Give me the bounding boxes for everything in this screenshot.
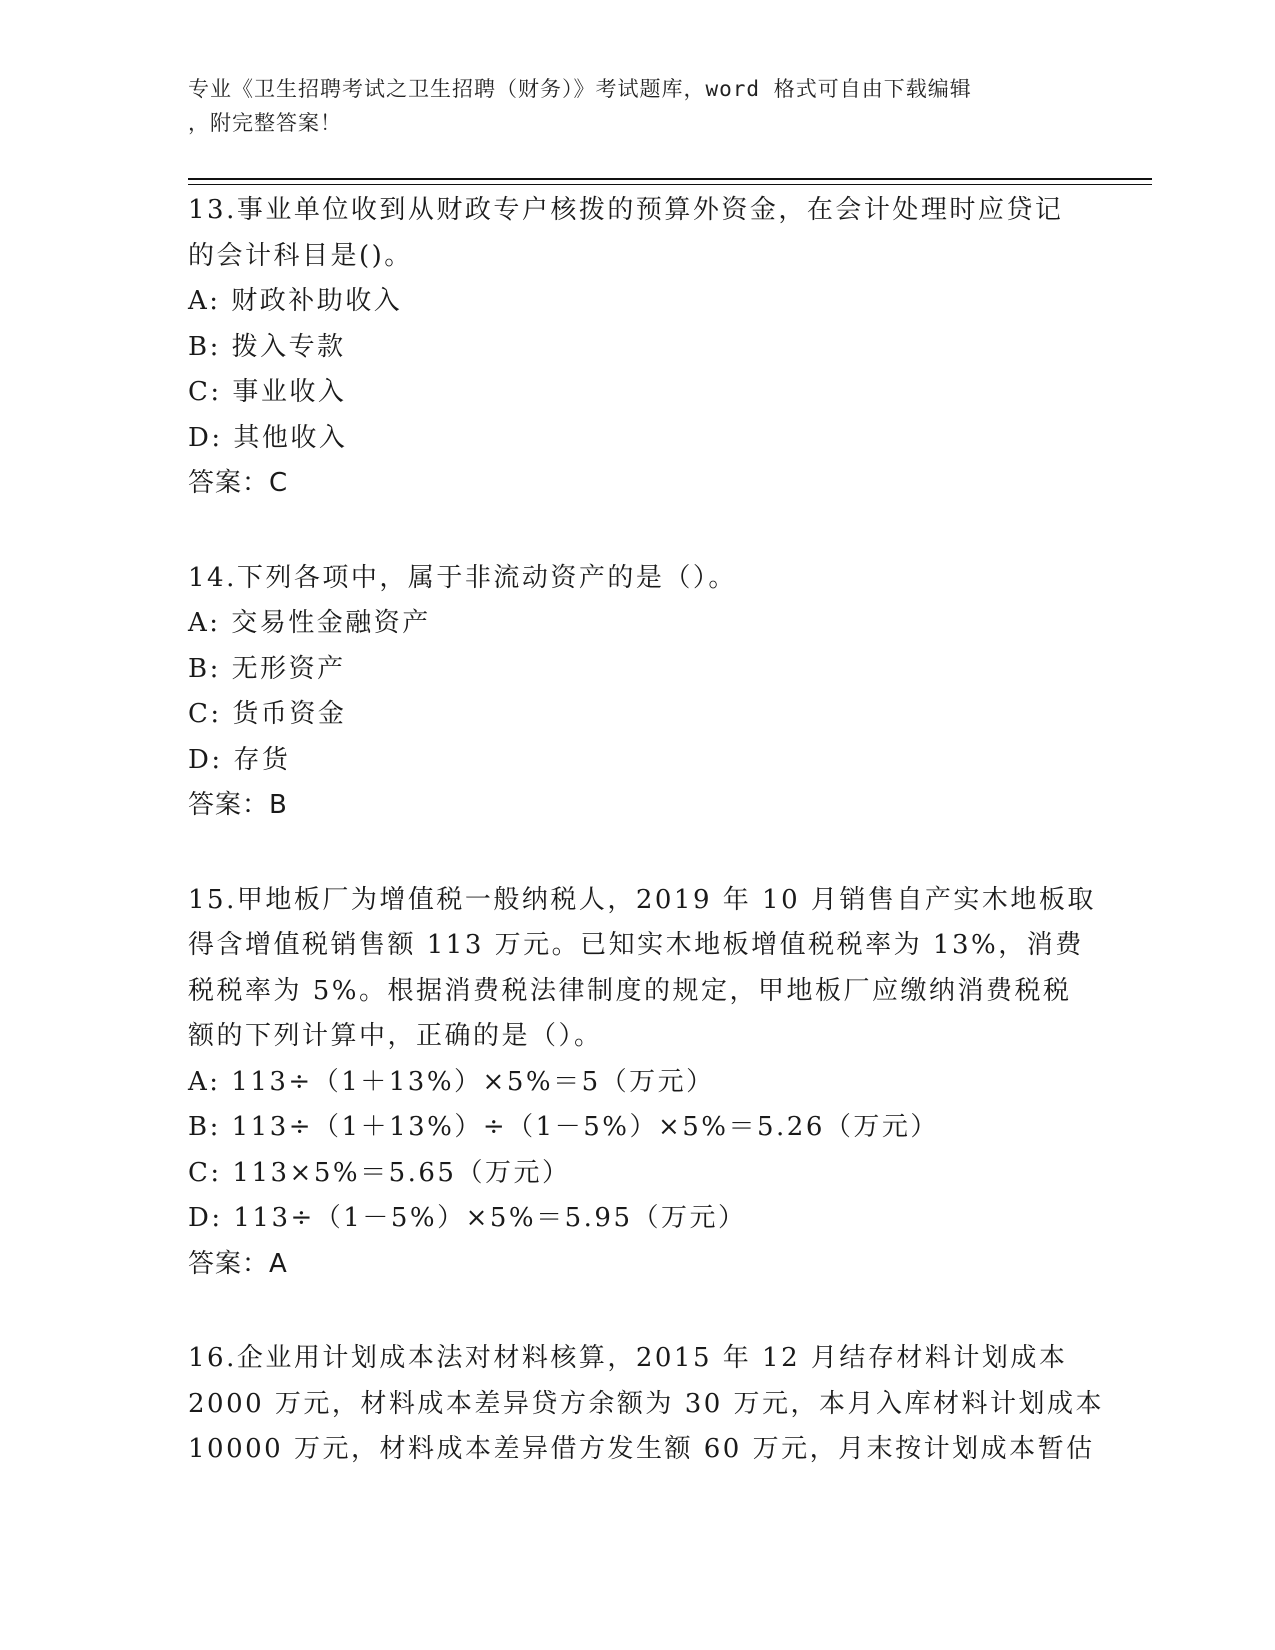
- answer-line: 答案：A: [188, 1248, 288, 1279]
- option-a: A: 113÷（1＋13%）×5%＝5（万元）: [188, 1066, 715, 1097]
- option-c: C: 事业收入: [188, 377, 347, 407]
- option-c: C: 货币资金: [188, 699, 347, 729]
- question-stem-line: 15.甲地板厂为增值税一般纳税人，2019 年 10 月销售自产实木地板取: [188, 884, 1096, 915]
- document-header: [188, 72, 1088, 140]
- question-stem-line: 额的下列计算中，正确的是（）。: [188, 1021, 603, 1051]
- question-16: [188, 1336, 1105, 1473]
- option-a: A: 财政补助收入: [188, 286, 403, 316]
- question-14: [188, 556, 1088, 829]
- option-d: D: 其他收入: [188, 422, 348, 453]
- question-stem-line: 税税率为 5%。根据消费税法律制度的规定，甲地板厂应缴纳消费税税: [188, 975, 1072, 1006]
- question-stem-line: 13.事业单位收到从财政专户核拨的预算外资金，在会计处理时应贷记: [188, 195, 1064, 225]
- option-b: B: 113÷（1＋13%）÷（1－5%）×5%＝5.26（万元）: [188, 1112, 939, 1142]
- header-line-2: ，附完整答案！: [188, 111, 342, 135]
- question-13: [188, 188, 1088, 507]
- question-stem-line: 10000 万元，材料成本差异借方发生额 60 万元，月末按计划成本暂估: [188, 1434, 1095, 1464]
- question-stem-line: 的会计科目是()。: [188, 240, 413, 271]
- question-list: [188, 188, 1105, 1522]
- option-b: B: 拨入专款: [188, 331, 346, 362]
- header-divider-thick: [188, 178, 1152, 180]
- option-d: D: 113÷（1－5%）×5%＝5.95（万元）: [188, 1203, 747, 1233]
- option-d: D: 存货: [188, 744, 291, 775]
- header-line-1: 专业《卫生招聘考试之卫生招聘（财务）》考试题库，word 格式可自由下载编辑: [188, 77, 972, 101]
- question-stem-line: 16.企业用计划成本法对材料核算，2015 年 12 月结存材料计划成本: [188, 1343, 1068, 1373]
- question-stem-line: 14.下列各项中，属于非流动资产的是（）。: [188, 562, 737, 593]
- option-a: A: 交易性金融资产: [188, 608, 431, 638]
- answer-line: 答案：C: [188, 468, 289, 498]
- option-c: C: 113×5%＝5.65（万元）: [188, 1157, 571, 1188]
- question-stem-line: 2000 万元，材料成本差异贷方余额为 30 万元，本月入库材料计划成本: [188, 1388, 1105, 1419]
- option-b: B: 无形资产: [188, 653, 346, 684]
- answer-line: 答案：B: [188, 790, 288, 820]
- question-15: [188, 878, 1096, 1288]
- question-stem-line: 得含增值税销售额 113 万元。已知实木地板增值税税率为 13%，消费: [188, 930, 1084, 960]
- header-divider-thin: [188, 184, 1152, 185]
